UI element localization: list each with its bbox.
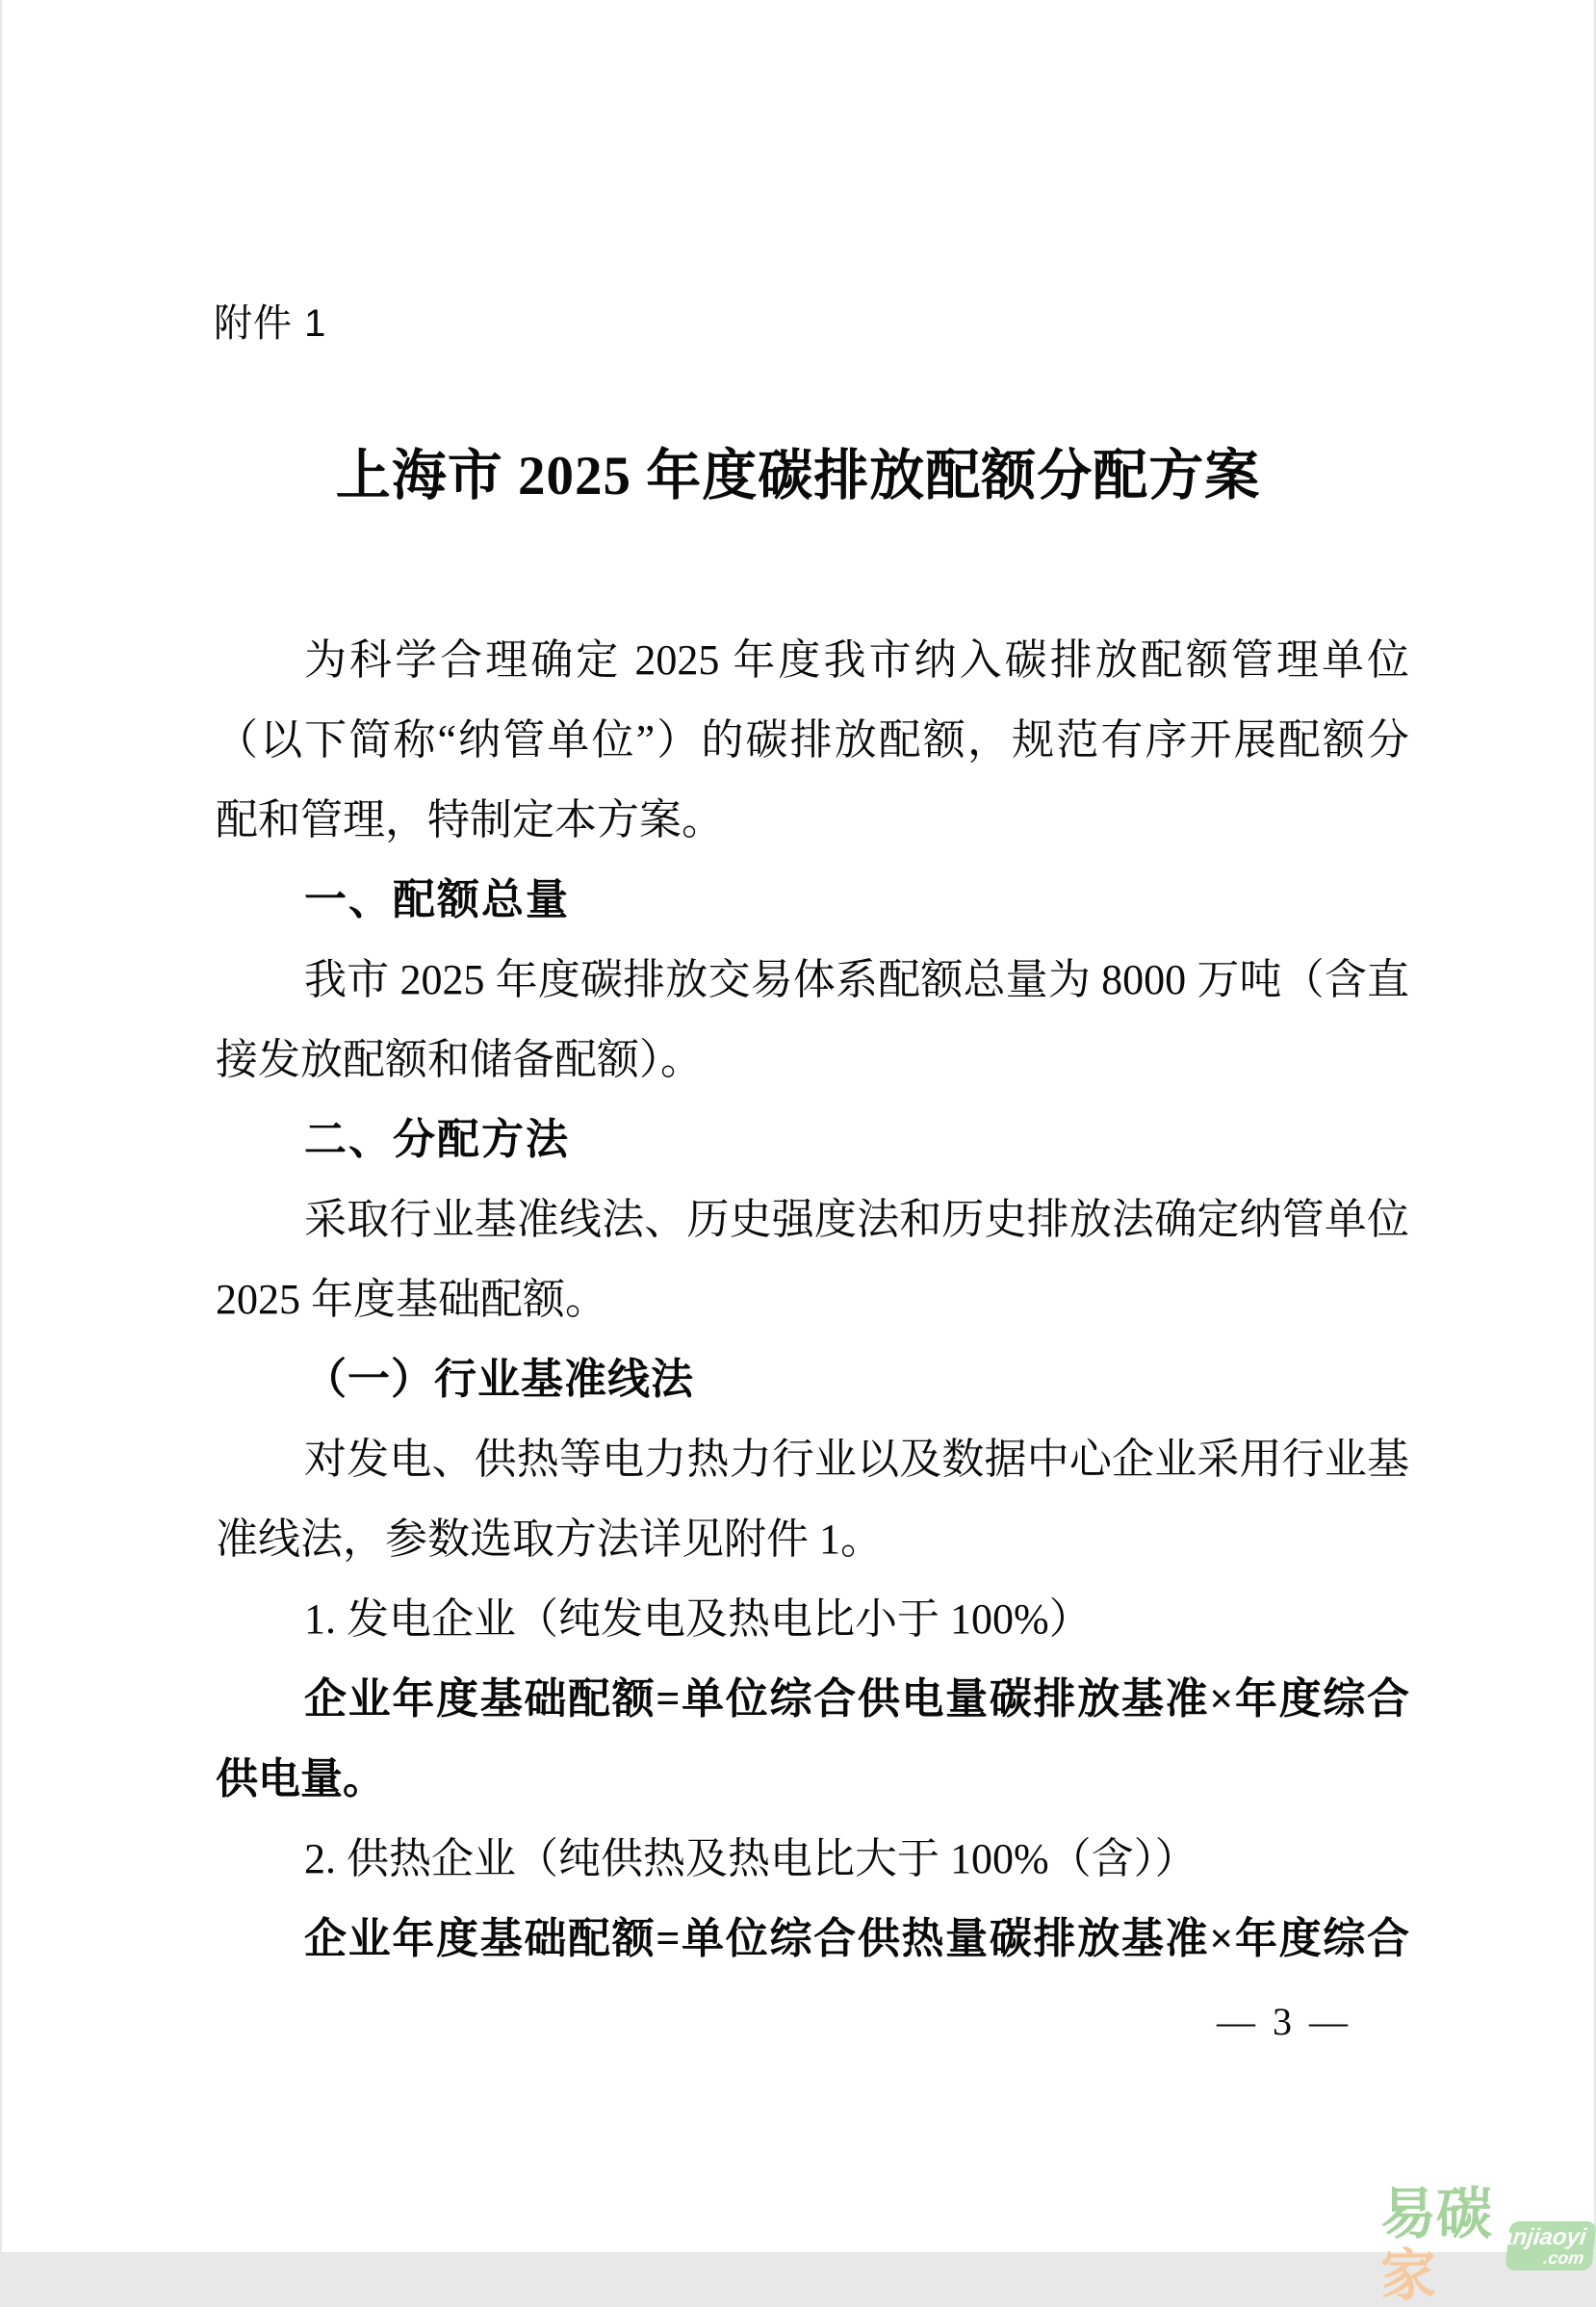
watermark-logo [1380, 2184, 1594, 2307]
document-body [216, 620, 1409, 1979]
document-page [2, 0, 1594, 2307]
page-number: — 3 — [1217, 2000, 1351, 2043]
watermark-badge-domain: tanjiaoyi [1491, 2223, 1588, 2250]
document-line: 2025 年度基础配额。 [216, 1276, 607, 1323]
document-line: 一、配额总量 [304, 876, 570, 923]
document-line: 接发放配额和储备配额）。 [216, 1036, 703, 1083]
watermark-char: 易 [1380, 2183, 1437, 2245]
document-line: 1. 发电企业（纯发电及热电比小于 100%） [304, 1595, 1092, 1643]
document-line: （一）行业基准线法 [304, 1356, 694, 1403]
attachment-label: 附件 1 [214, 302, 327, 345]
document-line: 我市 2025 年度碳排放交易体系配额总量为 8000 万吨（含直 [304, 956, 1409, 1003]
document-line: 采取行业基准线法、历史强度法和历史排放法确定纳管单位 [304, 1196, 1409, 1243]
document-line: 二、分配方法 [304, 1116, 570, 1163]
document-line: 企业年度基础配额=单位综合供电量碳排放基准×年度综合 [304, 1675, 1409, 1723]
document-line: 准线法，参数选取方法详见附件 1。 [216, 1516, 883, 1563]
document-line: 为科学合理确定 2025 年度我市纳入碳排放配额管理单位 [304, 636, 1409, 684]
document-line: （以下简称“纳管单位”）的碳排放配额，规范有序开展配额分 [216, 716, 1409, 764]
watermark-brand-text [1380, 2184, 1504, 2307]
document-line: 企业年度基础配额=单位综合供热量碳排放基准×年度综合 [304, 1915, 1409, 1962]
document-line: 供电量。 [216, 1755, 385, 1802]
document-line: 2. 供热企业（纯供热及热电比大于 100%（含）） [304, 1835, 1197, 1882]
watermark-char: 碳 [1436, 2183, 1493, 2245]
watermark-char: 家 [1380, 2244, 1437, 2307]
watermark-badge-tld: .com [1542, 2247, 1585, 2268]
document-title: 上海市 2025 年度碳排放配额分配方案 [335, 446, 1261, 506]
watermark-badge [1491, 2221, 1596, 2270]
document-line: 对发电、供热等电力热力行业以及数据中心企业采用行业基 [304, 1436, 1409, 1483]
document-line: 配和管理，特制定本方案。 [216, 796, 724, 843]
